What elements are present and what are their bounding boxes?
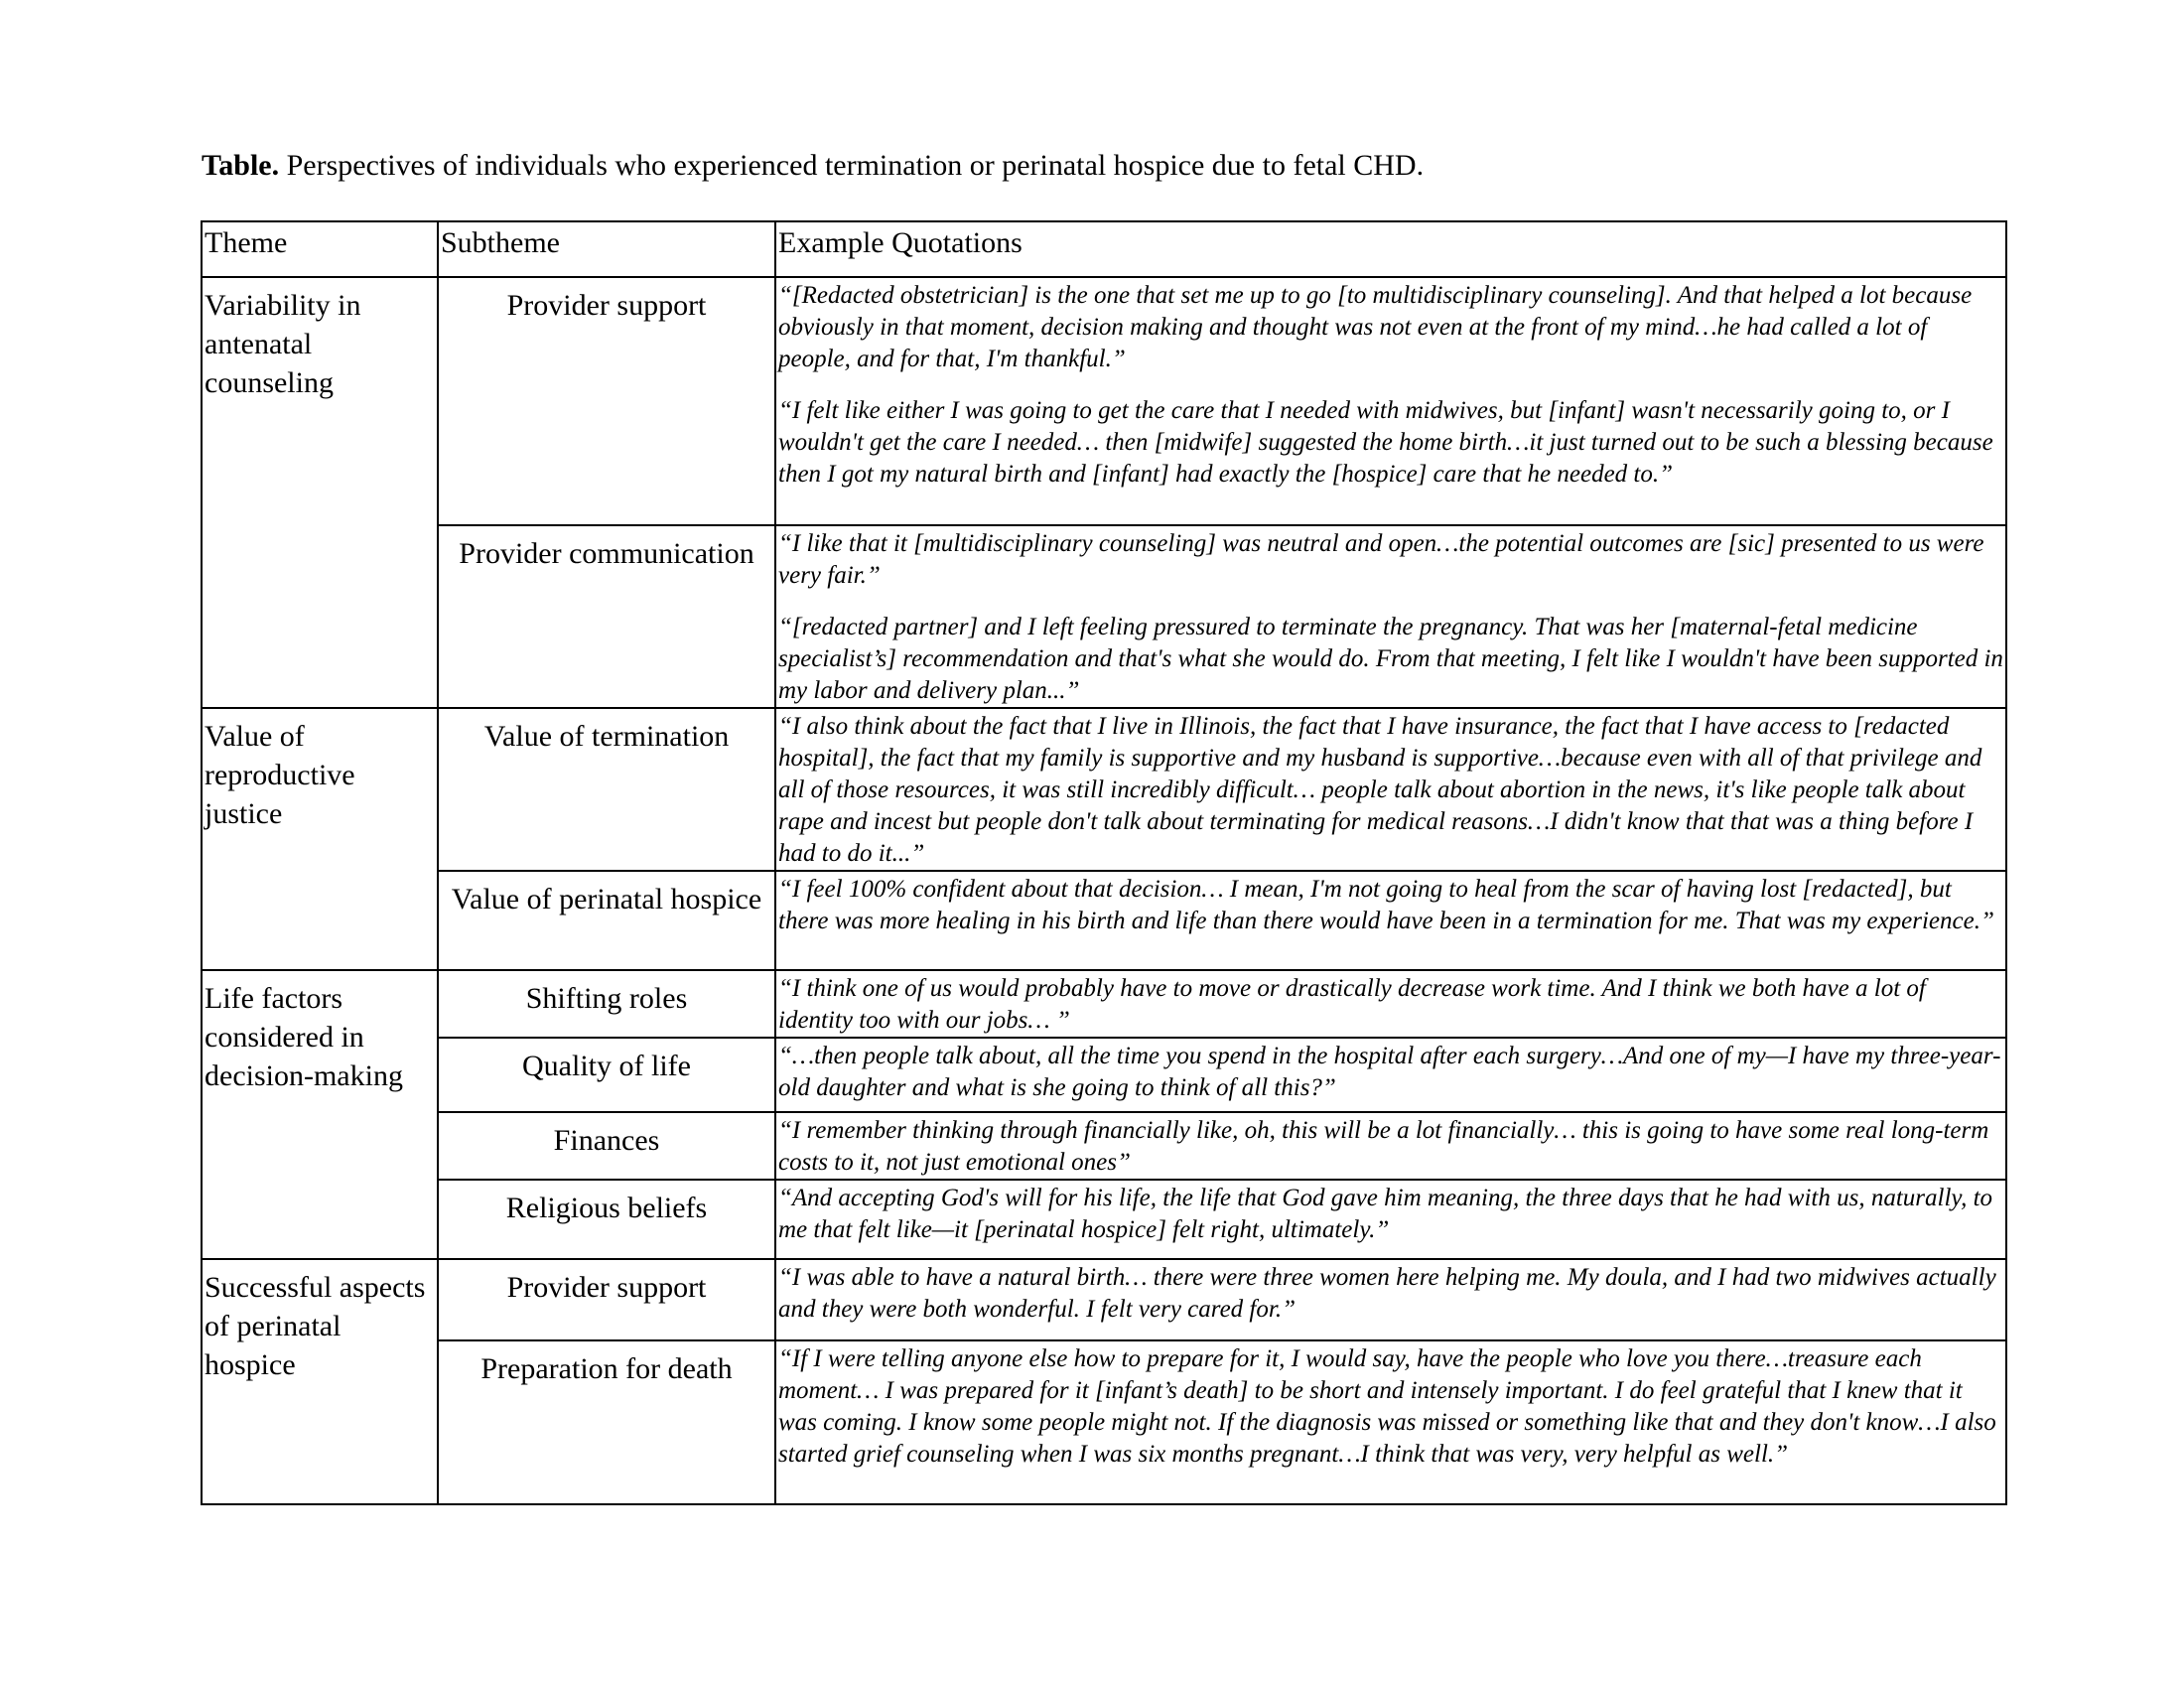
table-row (202, 1180, 2006, 1259)
quotation-cell (775, 1180, 2006, 1259)
subtheme-cell: Value of perinatal hospice (438, 871, 775, 970)
quotation-cell (775, 871, 2006, 970)
header-quotations: Example Quotations (775, 221, 2006, 277)
theme-cell: Variability in antenatal counseling (202, 277, 438, 708)
quotation: “I like that it [multidisciplinary counseling] was neutral and open…the potential outcomes are [sic] presented to us were very fair.” (778, 530, 1984, 589)
table-row (202, 525, 2006, 708)
caption-text: Perspectives of individuals who experienced termination or perinatal hospice due to fetal CHD. (286, 149, 1425, 182)
quotation-cell (775, 1112, 2006, 1180)
theme-cell: Life factors considered in decision-making (202, 970, 438, 1259)
quotation: “…then people talk about, all the time you spend in the hospital after each surgery…And one of my—I have my three-year-old daughter and what is she going to think of all this?” (778, 1043, 2001, 1101)
quotation-cell (775, 525, 2006, 708)
table-caption (202, 149, 1424, 183)
table-header-row (202, 221, 2006, 277)
quotation: “I was able to have a natural birth… there were three women here helping me. My doula, and I had two midwives actually and they were both wonderful. I felt very cared for.” (778, 1264, 1996, 1323)
header-theme: Theme (202, 221, 438, 277)
quotation-cell (775, 277, 2006, 525)
subtheme-cell: Provider communication (438, 525, 775, 708)
table-row (202, 1340, 2006, 1504)
table-row (202, 1112, 2006, 1180)
themes-table (201, 220, 2007, 1505)
table-row (202, 1259, 2006, 1340)
quotation: “And accepting God's will for his life, the life that God gave him meaning, the three days that he had with us, naturally, to me that felt like—it [perinatal hospice] felt right, ultimately.” (778, 1185, 1993, 1243)
header-subtheme: Subtheme (438, 221, 775, 277)
quotation: “I think one of us would probably have to move or drastically decrease work time. And I think we both have a lot of identity too with our jobs… ” (778, 975, 1926, 1034)
subtheme-cell: Religious beliefs (438, 1180, 775, 1259)
table-row (202, 871, 2006, 970)
quotation: “I also think about the fact that I live in Illinois, the fact that I have insurance, the fact that I have access to [redacted hospital], the fact that my family is supportive and my husband is supportive…because even with all of that privilege and all of those resources, it was still incredibly difficult… people talk about abortion in the news, it's like people talk about rape and incest but people don't talk about terminating for medical reasons…I didn't know that that was a thing before I had to do it...” (778, 713, 1982, 867)
subtheme-cell: Preparation for death (438, 1340, 775, 1504)
theme-cell: Successful aspects of perinatal hospice (202, 1259, 438, 1504)
quotation-cell (775, 1259, 2006, 1340)
quotation-cell (775, 1038, 2006, 1112)
quotation: “I felt like either I was going to get the care that I needed with midwives, but [infant] wasn't necessarily going to, or I wouldn't get the care I needed… then [midwife] suggested the home birth…it just turned out to be such a blessing because then I got my natural birth and [infant] had exactly the [hospice] care that he needed to.” (778, 397, 1993, 488)
quotation: “If I were telling anyone else how to prepare for it, I would say, have the people who love you there…treasure each moment… I was prepared for it [infant’s death] to be short and intensely important. I do feel grateful that I knew that it was coming. I know some people might not. If the diagnosis was missed or something like that and they don't know…I also started grief counseling when I was six months pregnant…I think that was very, very helpful as well.” (778, 1345, 1996, 1468)
quotation-cell (775, 970, 2006, 1038)
subtheme-cell: Provider support (438, 1259, 775, 1340)
subtheme-cell: Shifting roles (438, 970, 775, 1038)
table-row (202, 1038, 2006, 1112)
subtheme-cell: Provider support (438, 277, 775, 525)
caption-lead: Table. (202, 149, 280, 182)
subtheme-cell: Finances (438, 1112, 775, 1180)
table-row (202, 277, 2006, 525)
quotation: “[redacted partner] and I left feeling pressured to terminate the pregnancy. That was her [maternal-fetal medicine specialist’s] recommendation and that's what she would do. From that meeting, I felt like I wouldn't have been supported in my labor and delivery plan...” (778, 614, 2003, 704)
subtheme-cell: Value of termination (438, 708, 775, 871)
quotation: “I remember thinking through financially like, oh, this will be a lot financially… this is going to have some real long-term costs to it, not just emotional ones” (778, 1117, 1989, 1176)
table-row (202, 708, 2006, 871)
quotation-cell (775, 708, 2006, 871)
quotation: “[Redacted obstetrician] is the one that set me up to go [to multidisciplinary counseling]. And that helped a lot because obviously in that moment, decision making and thought was not even at the front of my mind…he had called a lot of people, and for that, I'm thankful.” (778, 282, 1973, 372)
table-row (202, 970, 2006, 1038)
subtheme-cell: Quality of life (438, 1038, 775, 1112)
quotation-cell (775, 1340, 2006, 1504)
quotation: “I feel 100% confident about that decision… I mean, I'm not going to heal from the scar of having lost [redacted], but there was more healing in his birth and life than there would have been in a termination for me. That was my experience.” (778, 876, 1994, 934)
theme-cell: Value of reproductive justice (202, 708, 438, 970)
